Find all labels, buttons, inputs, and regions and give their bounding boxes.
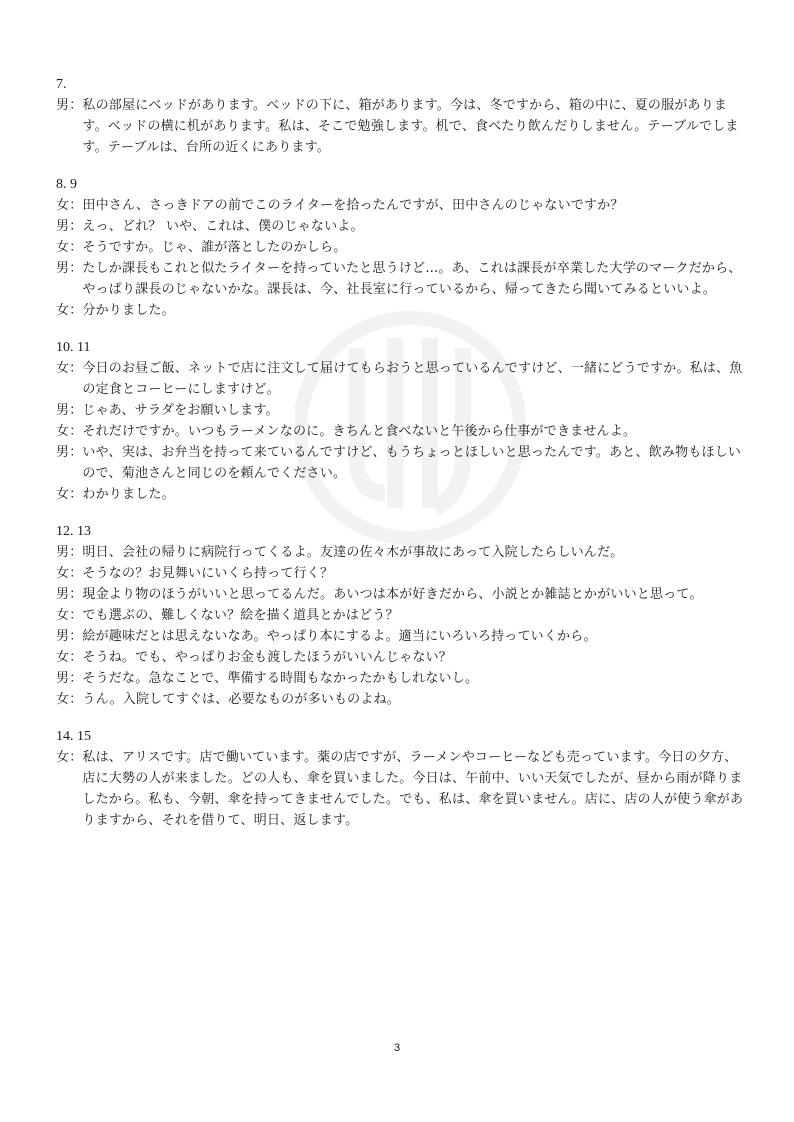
section-number: 12. 13 [56,524,91,539]
dialogue-text: そうだな。急なことで、準備する時間もなかったかもしれないし。 [82,671,479,686]
speaker-label: 女： [56,240,83,255]
dialogue-line [56,216,746,237]
dialogue-line [56,689,746,710]
dialogue-line [56,258,746,300]
dialogue-line [56,626,746,647]
speaker-label: 女： [56,487,83,502]
dialogue-text: 現金より物のほうがいいと思ってるんだ。あいつは本が好きだから、小説とか雑誌とかがいいと思って。 [82,587,703,602]
section-number: 10. 11 [56,340,91,355]
dialogue-line [56,237,746,258]
dialogue-text: 明日、会社の帰りに病院行ってくるよ。友達の佐々木が事故にあって入院したらしいんだ。 [82,545,624,560]
dialogue-text: それだけですか。いつもラーメンなのに。きちんと食べないと午後から仕事ができませんよ。 [82,424,637,439]
speaker-label: 女： [56,303,83,318]
speaker-label: 男： [56,587,83,602]
dialogue-text: たしか課長もこれと似たライターを持っていたと思うけど…。あ、これは課長が卒業した大学のマークだから、やっぱり課長のじゃないかな。課長は、今、社長室に行っているから、帰ってきたら聞いてみるといいよ。 [82,261,742,297]
dialogue-text: でも選ぶの、難しくない？絵を描く道具とかはどう？ [82,608,399,623]
speaker-label: 女： [56,692,83,707]
section-10-11 [56,338,746,505]
dialogue-line [56,563,746,584]
dialogue-text: じゃあ、サラダをお願いします。 [82,403,279,418]
dialogue-text: わかりました。 [82,487,175,502]
dialogue-line [56,542,746,563]
speaker-label: 男： [56,445,83,460]
dialogue-text: 私は、アリスです。店で働いています。薬の店ですが、ラーメンやコーヒーなども売っています。今日の夕方、店に大勢の人が来ました。どの人も、傘を買いました。今日は、午前中、いい天気でしたが、昼から雨が降りましたから。私も、今朝、傘を持ってきませんでした。でも、私は、傘を買いません。店に、店の人が使う傘がありますから、それを借りて、明日、返します。 [82,750,744,828]
dialogue-text: 田中さん、さっきドアの前でこのライターを拾ったんですが、田中さんのじゃないですか？ [82,198,624,213]
speaker-label: 女： [56,424,83,439]
speaker-label: 女： [56,198,83,213]
speaker-label: 男： [56,261,83,276]
speaker-label: 男： [56,403,83,418]
speaker-label: 男： [56,545,83,560]
dialogue-line [56,358,746,400]
speaker-label: 男： [56,671,83,686]
dialogue-line [56,647,746,668]
section-14-15 [56,727,746,831]
dialogue-line [56,195,746,216]
section-7 [56,75,746,158]
speaker-label: 男： [56,629,83,644]
section-12-13 [56,522,746,710]
dialogue-text: そうね。でも、やっぱりお金も渡したほうがいいんじゃない？ [82,650,453,665]
dialogue-text: そうなの？お見舞いにいくら持って行く？ [82,566,334,581]
section-number: 8. 9 [56,177,77,192]
section-8-9 [56,175,746,321]
dialogue-line [56,584,746,605]
dialogue-text: そうですか。じゃ、誰が落としたのかしら。 [82,240,347,255]
dialogue-line [56,605,746,626]
dialogue-line [56,421,746,442]
dialogue-text: うん。入院してすぐは、必要なものが多いものよね。 [82,692,400,707]
speaker-label: 女： [56,608,83,623]
transcript-content [56,75,746,848]
dialogue-line [56,442,746,484]
speaker-label: 女： [56,650,83,665]
dialogue-text: 分かりました。 [82,303,175,318]
section-number: 14. 15 [56,729,91,744]
page-number: 3 [393,1042,401,1054]
speaker-label: 男： [56,219,83,234]
dialogue-line [56,668,746,689]
dialogue-text: 絵が趣味だとは思えないなあ。やっぱり本にするよ。適当にいろいろ持っていくから。 [82,629,597,644]
dialogue-line [56,747,746,831]
dialogue-text: 私の部屋にベッドがあります。ベッドの下に、箱があります。今は、冬ですから、箱の中に、夏の服があります。ベッドの横に机があります。私は、そこで勉強します。机で、食べたり飲んだりしません。テーブルでします。テーブルは、台所の近くにあります。 [82,98,739,155]
section-number: 7. [56,77,67,92]
speaker-label: 女： [56,361,83,376]
dialogue-text: 今日のお昼ご飯、ネットで店に注文して届けてもらおうと思っているんですけど、一緒にどうですか。私は、魚の定食とコーヒーにしますけど。 [82,361,743,397]
dialogue-text: えっ、どれ？ いや、これは、僕のじゃないよ。 [82,219,364,234]
dialogue-line [56,95,746,158]
speaker-label: 女： [56,750,83,765]
speaker-label: 男： [56,98,83,113]
dialogue-text: いや、実は、お弁当を持って来ているんですけど、もうちょっとほしいと思ったんです。あと、飲み物もほしいので、菊池さんと同じのを頼んでください。 [82,445,742,481]
dialogue-line [56,400,746,421]
speaker-label: 女： [56,566,83,581]
dialogue-line [56,484,746,505]
dialogue-line [56,300,746,321]
